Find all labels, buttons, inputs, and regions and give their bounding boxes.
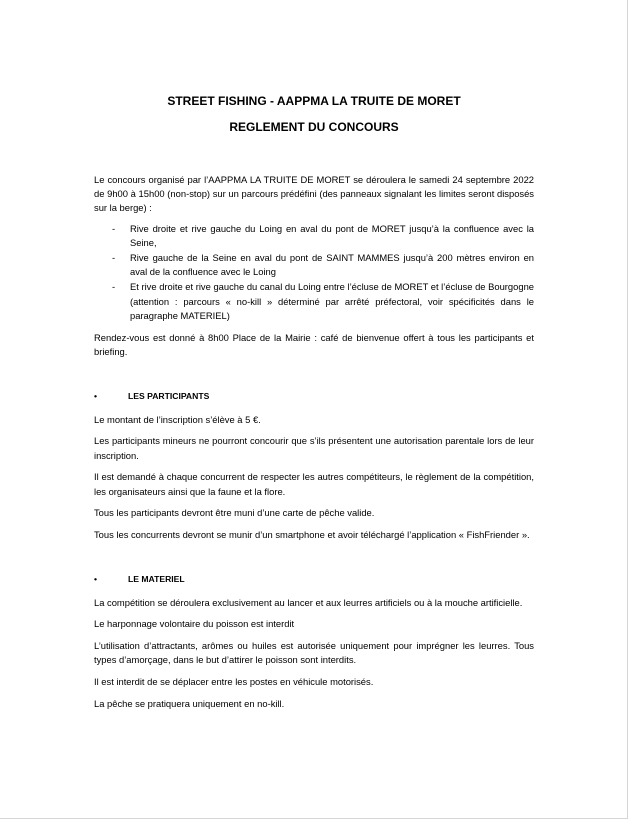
document-title: STREET FISHING - AAPPMA LA TRUITE DE MORET <box>167 94 461 108</box>
paragraph: Le harponnage volontaire du poisson est interdit <box>94 618 295 630</box>
intro-paragraph: Le concours organisé par l’AAPPMA LA TRUITE DE MORET se déroulera le samedi 24 septembre 2022 de 9h00 à 15h00 (non-stop) sur un parcours prédéfini (des panneaux signalant les limites seront disposés sur la berge) : <box>94 174 534 214</box>
meeting-paragraph: Rendez-vous est donné à 8h00 Place de la Mairie : café de bienvenue offert à tous les participants et briefing. <box>94 332 534 358</box>
document-subtitle: REGLEMENT DU CONCOURS <box>229 120 399 134</box>
section-heading-text: LE MATERIEL <box>128 574 185 585</box>
dash-marker: - <box>112 222 116 234</box>
list-item <box>94 251 534 279</box>
dash-marker: - <box>112 281 116 293</box>
zones-list <box>94 222 534 323</box>
section-heading-text: LES PARTICIPANTS <box>128 391 210 402</box>
paragraph: La compétition se déroulera exclusivement au lancer et aux leurres artificiels ou à la mouche artificielle. <box>94 596 523 608</box>
paragraph: L’utilisation d’attractants, arômes ou huiles est autorisée uniquement pour imprégner les leurres. Tous types d’amorçage, dans le but d’attirer le poisson sont interdits. <box>94 640 534 666</box>
paragraph: Le montant de l’inscription s’élève à 5 €. <box>94 413 261 425</box>
section-heading-participants <box>94 389 534 403</box>
dash-marker: - <box>112 252 116 264</box>
paragraph: Il est interdit de se déplacer entre les postes en véhicule motorisés. <box>94 676 374 688</box>
list-item <box>94 222 534 250</box>
section-heading-materiel <box>94 572 534 586</box>
document-body <box>94 90 534 719</box>
list-item-text: Rive gauche de la Seine en aval du pont de SAINT MAMMES jusqu’à 200 mètres environ en aval de la confluence avec le Loing <box>130 252 534 278</box>
paragraph: Il est demandé à chaque concurrent de respecter les autres compétiteurs, le règlement de la compétition, les organisateurs ainsi que la faune et la flore. <box>94 471 534 497</box>
paragraph: Tous les participants devront être muni d’une carte de pêche valide. <box>94 507 375 519</box>
paragraph: Les participants mineurs ne pourront concourir que s’ils présentent une autorisation parentale lors de leur inscription. <box>94 435 534 461</box>
list-item <box>94 280 534 323</box>
bullet-marker: • <box>94 391 98 402</box>
paragraph: La pêche se pratiquera uniquement en no-kill. <box>94 698 285 710</box>
bullet-marker: • <box>94 574 98 585</box>
paragraph: Tous les concurrents devront se munir d’un smartphone et avoir téléchargé l’application « FishFriender ». <box>94 529 530 541</box>
list-item-text: Et rive droite et rive gauche du canal du Loing entre l’écluse de MORET et l’écluse de Bourgogne (attention : parcours « no-kill » déterminé par arrêté préfectoral, voir spécificités dans le paragraphe MATERIEL) <box>130 281 534 321</box>
list-item-text: Rive droite et rive gauche du Loing en aval du pont de MORET jusqu’à la confluence avec la Seine, <box>130 222 534 248</box>
